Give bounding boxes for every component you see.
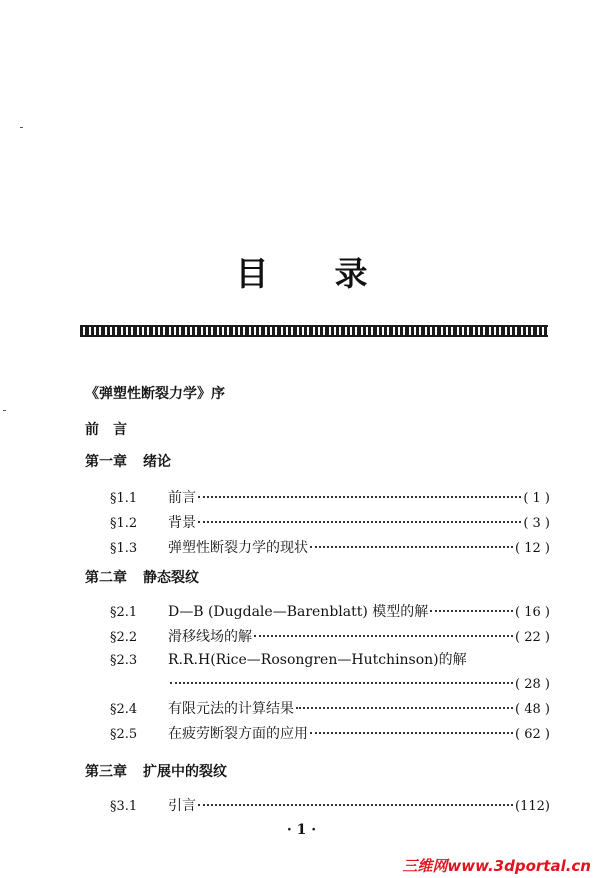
section-number: §1.2: [110, 516, 138, 531]
leader-dots: [198, 505, 521, 523]
page-ref: ( 1 ): [523, 491, 550, 506]
section-number: §2.3: [110, 653, 138, 668]
watermark: 三维网www.3dportal.cn: [402, 857, 591, 875]
section-number: §2.5: [110, 727, 138, 742]
page-ref: ( 22 ): [515, 630, 550, 645]
preface-heading[interactable]: 《弹塑性断裂力学》序: [85, 386, 225, 402]
section-title: 滑移线场的解: [168, 629, 252, 645]
ornamental-divider: [80, 325, 548, 337]
page-ref: ( 62 ): [515, 727, 550, 742]
section-title: 弹塑性断裂力学的现状: [168, 540, 308, 556]
toc-title-char-2: 录: [334, 254, 368, 293]
toc-title-char-1: 目: [235, 254, 269, 293]
section-title: D—B (Dugdale—Barenblatt) 模型的解: [168, 604, 429, 620]
leader-dots: [430, 594, 513, 612]
section-number: §2.2: [110, 630, 138, 645]
page-ref: ( 12 ): [515, 541, 550, 556]
chapter-number: 第二章: [85, 570, 127, 586]
scan-speck: [20, 127, 23, 128]
toc-entry[interactable]: [110, 509, 550, 531]
section-title: 前言: [168, 490, 196, 506]
leader-dots: [310, 530, 513, 548]
chapter-title: 绪论: [143, 454, 171, 470]
toc-entry[interactable]: [110, 649, 550, 667]
chapter-heading[interactable]: [85, 567, 199, 587]
toc-entry[interactable]: [110, 484, 550, 506]
section-number: §1.3: [110, 541, 138, 556]
section-title: 引言: [168, 798, 196, 814]
page-ref: ( 16 ): [515, 605, 550, 620]
toc-entry-continuation[interactable]: [168, 670, 550, 692]
chapter-heading[interactable]: [85, 451, 171, 471]
toc-entry[interactable]: [110, 534, 550, 556]
chapter-title: 静态裂纹: [143, 570, 199, 586]
leader-dots: [254, 619, 513, 637]
toc-entry[interactable]: [110, 623, 550, 645]
section-number: §3.1: [110, 799, 138, 814]
toc-entry[interactable]: [110, 695, 550, 717]
foreword-heading[interactable]: 前 言: [85, 422, 127, 438]
chapter-number: 第三章: [85, 764, 127, 780]
chapter-heading[interactable]: [85, 761, 227, 781]
section-title: 在疲劳断裂方面的应用: [168, 726, 308, 742]
leader-dots: [310, 716, 513, 734]
section-number: §2.1: [110, 605, 138, 620]
toc-title: [0, 248, 603, 295]
section-title: 背景: [168, 515, 196, 531]
section-number: §2.4: [110, 702, 138, 717]
scan-speck: [3, 410, 6, 411]
leader-dots: [198, 788, 513, 806]
section-title: R.R.H(Rice—Rosongren—Hutchinson)的解: [168, 652, 467, 668]
page-ref: (112): [515, 799, 550, 814]
toc-entry[interactable]: [110, 720, 550, 742]
section-number: §1.1: [110, 491, 138, 506]
leader-dots: [296, 691, 513, 709]
page-ref: ( 28 ): [515, 677, 550, 692]
toc-entry[interactable]: [110, 792, 550, 814]
leader-dots: [170, 666, 513, 684]
page-ref: ( 3 ): [523, 516, 550, 531]
chapter-number: 第一章: [85, 454, 127, 470]
toc-entry[interactable]: [110, 598, 550, 620]
section-title: 有限元法的计算结果: [168, 701, 294, 717]
page-number: · 1 ·: [286, 822, 317, 838]
page-ref: ( 48 ): [515, 702, 550, 717]
chapter-title: 扩展中的裂纹: [143, 764, 227, 780]
leader-dots: [198, 480, 521, 498]
